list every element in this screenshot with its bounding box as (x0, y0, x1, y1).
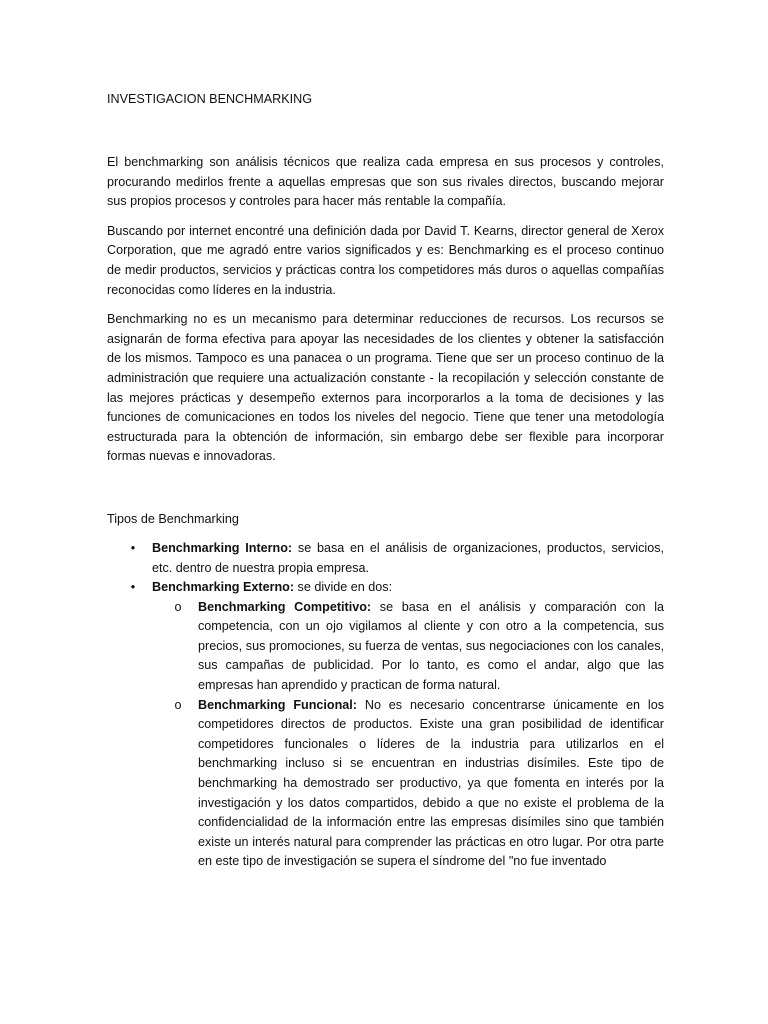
text-internal: se basa en el análisis de organizaciones, productos, servicios, etc. dentro de nuestra propia empresa. (152, 540, 664, 575)
circle-bullet-icon: o (174, 697, 182, 712)
text-functional: No es necesario concentrarse únicamente en los competidores directos de productos. Existe una gran posibilidad de identificar competidores funcionales o líderes de la industria para utilizarlos en el benchmarking incluso si se encuentran en industrias disímiles. Este tipo de benchmarking ha demostrado ser productivo, ya que fomenta en interés por la investigación y los datos compartidos, debido a que no existe el problema de la confidencialidad de la información entre las empresas disímiles sino que también existe un interés natural para comprender las prácticas en otro lugar. Por otra parte en este tipo de investigación se supera el síndrome del "no fue inventado (198, 697, 664, 869)
types-list (107, 539, 664, 872)
term-external: Benchmarking Externo: (152, 580, 295, 595)
external-subtypes-list (152, 598, 664, 872)
text-external: se divide en dos: (294, 580, 393, 595)
paragraph-kearns-definition: Buscando por internet encontré una definición dada por David T. Kearns, director general de Xerox Corporation, que me agradó entre varios significados y es: Benchmarking es el proceso continuo de medir productos, servicios y prácticas contra los competidores más duros o aquellas compañías reconocidas como líderes en la industria. (107, 223, 664, 297)
section-heading-types: Tipos de Benchmarking (107, 511, 239, 526)
list-item-competitive (152, 598, 664, 696)
circle-bullet-icon: o (174, 599, 182, 614)
term-competitive: Benchmarking Competitivo: (198, 599, 372, 614)
paragraph-definition: El benchmarking son análisis técnicos que realiza cada empresa en sus procesos y controles, procurando medirlos frente a aquellas empresas que son sus rivales directos, buscando mejorar sus propios procesos y controles para hacer más rentable la compañía. (107, 155, 664, 209)
list-item-functional (152, 696, 664, 872)
paragraph-not-a-mechanism: Benchmarking no es un mecanismo para determinar reducciones de recursos. Los recursos se asignarán de forma efectiva para apoyar las necesidades de los clientes y obtener la satisfacción de los mismos. Tampoco es una panacea o un programa. Tiene que ser un proceso continuo de la administración que requiere una actualización constante - la recopilación y selección constante de las mejores prácticas y desempeño externos para incorporarlos a la toma de decisiones y las funciones de comunicaciones en todos los niveles del negocio. Tiene que tener una metodología estructurada para la obtención de información, sin embargo debe ser flexible para incorporar formas nuevas e innovadoras. (107, 312, 664, 464)
term-internal: Benchmarking Interno: (152, 540, 293, 555)
bullet-icon: • (130, 540, 136, 555)
list-item-internal (107, 539, 664, 578)
document-title: INVESTIGACION BENCHMARKING (107, 92, 313, 106)
term-functional: Benchmarking Funcional: (198, 697, 357, 712)
bullet-icon: • (130, 580, 136, 595)
text-competitive: se basa en el análisis y comparación con la competencia, con un ojo vigilamos al cliente y con otro a la competencia, sus precios, sus promociones, su fuerza de ventas, sus negociaciones con los canales, sus campañas de publicidad. Por lo tanto, es como el andar, algo que las empresas han aprendido y practican de forma natural. (198, 599, 665, 693)
list-item-external (107, 578, 664, 872)
